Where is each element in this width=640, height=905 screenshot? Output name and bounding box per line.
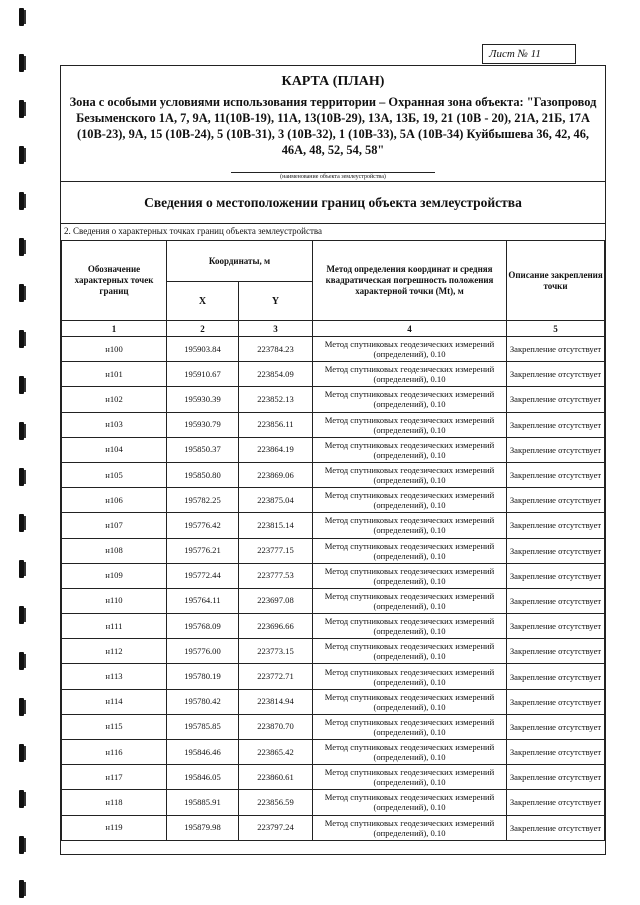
desc-cell: Закрепление отсутствует bbox=[507, 488, 605, 513]
method-cell: Метод спутниковых геодезических измерений (определений), 0.10 bbox=[313, 689, 507, 714]
binder-hole bbox=[19, 790, 24, 808]
col-number: 2 bbox=[167, 321, 239, 337]
binder-holes bbox=[0, 0, 40, 905]
coord-y: 223773.15 bbox=[239, 639, 313, 664]
table-row bbox=[62, 362, 605, 387]
table-row bbox=[62, 639, 605, 664]
coord-y: 223864.19 bbox=[239, 437, 313, 462]
coord-y: 223772.71 bbox=[239, 664, 313, 689]
desc-cell: Закрепление отсутствует bbox=[507, 815, 605, 840]
coord-x: 195846.46 bbox=[167, 740, 239, 765]
method-cell: Метод спутниковых геодезических измерений (определений), 0.10 bbox=[313, 462, 507, 487]
method-cell: Метод спутниковых геодезических измерений (определений), 0.10 bbox=[313, 513, 507, 538]
section-subtitle: 2. Сведения о характерных точках границ объекта землеустройства bbox=[64, 226, 323, 236]
method-cell: Метод спутниковых геодезических измерений (определений), 0.10 bbox=[313, 664, 507, 689]
method-cell: Метод спутниковых геодезических измерений (определений), 0.10 bbox=[313, 639, 507, 664]
binder-hole bbox=[19, 422, 24, 440]
desc-cell: Закрепление отсутствует bbox=[507, 337, 605, 362]
method-cell: Метод спутниковых геодезических измерений (определений), 0.10 bbox=[313, 790, 507, 815]
coord-x: 195776.00 bbox=[167, 639, 239, 664]
header-x: X bbox=[167, 282, 239, 321]
table-row bbox=[62, 689, 605, 714]
point-id: н107 bbox=[62, 513, 167, 538]
method-cell: Метод спутниковых геодезических измерений (определений), 0.10 bbox=[313, 563, 507, 588]
table-row bbox=[62, 513, 605, 538]
point-id: н113 bbox=[62, 664, 167, 689]
desc-cell: Закрепление отсутствует bbox=[507, 714, 605, 739]
method-cell: Метод спутниковых геодезических измерений (определений), 0.10 bbox=[313, 488, 507, 513]
point-id: н116 bbox=[62, 740, 167, 765]
coord-y: 223854.09 bbox=[239, 362, 313, 387]
table-row bbox=[62, 790, 605, 815]
table-row bbox=[62, 412, 605, 437]
binder-hole bbox=[19, 514, 24, 532]
header-block bbox=[61, 74, 605, 182]
section-title: Сведения о местоположении границ объекта землеустройства bbox=[61, 182, 605, 224]
coord-x: 195772.44 bbox=[167, 563, 239, 588]
table-row bbox=[62, 337, 605, 362]
desc-cell: Закрепление отсутствует bbox=[507, 538, 605, 563]
coord-x: 195910.67 bbox=[167, 362, 239, 387]
coord-y: 223865.42 bbox=[239, 740, 313, 765]
binder-hole bbox=[19, 146, 24, 164]
desc-cell: Закрепление отсутствует bbox=[507, 462, 605, 487]
table-row bbox=[62, 437, 605, 462]
binder-hole bbox=[19, 192, 24, 210]
header-y: Y bbox=[239, 282, 313, 321]
point-id: н103 bbox=[62, 412, 167, 437]
method-cell: Метод спутниковых геодезических измерений (определений), 0.10 bbox=[313, 337, 507, 362]
binder-hole bbox=[19, 606, 24, 624]
point-id: н119 bbox=[62, 815, 167, 840]
table-row bbox=[62, 740, 605, 765]
desc-cell: Закрепление отсутствует bbox=[507, 614, 605, 639]
coord-x: 195885.91 bbox=[167, 790, 239, 815]
coord-y: 223856.59 bbox=[239, 790, 313, 815]
binder-hole bbox=[19, 560, 24, 578]
binder-hole bbox=[19, 880, 24, 898]
table-row bbox=[62, 538, 605, 563]
method-cell: Метод спутниковых геодезических измерений (определений), 0.10 bbox=[313, 588, 507, 613]
binder-hole bbox=[19, 376, 24, 394]
coord-y: 223784.23 bbox=[239, 337, 313, 362]
point-id: н106 bbox=[62, 488, 167, 513]
coord-y: 223870.70 bbox=[239, 714, 313, 739]
col-number: 4 bbox=[313, 321, 507, 337]
coord-y: 223852.13 bbox=[239, 387, 313, 412]
method-cell: Метод спутниковых геодезических измерений (определений), 0.10 bbox=[313, 437, 507, 462]
document-frame bbox=[60, 65, 606, 855]
coord-x: 195850.80 bbox=[167, 462, 239, 487]
coord-x: 195776.42 bbox=[167, 513, 239, 538]
method-cell: Метод спутниковых геодезических измерений (определений), 0.10 bbox=[313, 362, 507, 387]
point-id: н108 bbox=[62, 538, 167, 563]
point-id: н111 bbox=[62, 614, 167, 639]
method-cell: Метод спутниковых геодезических измерений (определений), 0.10 bbox=[313, 387, 507, 412]
col-number: 1 bbox=[62, 321, 167, 337]
points-table-body bbox=[62, 337, 605, 841]
binder-hole bbox=[19, 468, 24, 486]
table-row bbox=[62, 588, 605, 613]
point-id: н110 bbox=[62, 588, 167, 613]
coord-x: 195846.05 bbox=[167, 765, 239, 790]
coord-y: 223875.04 bbox=[239, 488, 313, 513]
coord-x: 195782.25 bbox=[167, 488, 239, 513]
coord-y: 223815.14 bbox=[239, 513, 313, 538]
point-id: н102 bbox=[62, 387, 167, 412]
binder-hole bbox=[19, 238, 24, 256]
table-row bbox=[62, 714, 605, 739]
desc-cell: Закрепление отсутствует bbox=[507, 387, 605, 412]
table-row bbox=[62, 815, 605, 840]
point-id: н118 bbox=[62, 790, 167, 815]
point-id: н104 bbox=[62, 437, 167, 462]
desc-cell: Закрепление отсутствует bbox=[507, 437, 605, 462]
coord-y: 223856.11 bbox=[239, 412, 313, 437]
coord-x: 195780.42 bbox=[167, 689, 239, 714]
method-cell: Метод спутниковых геодезических измерений (определений), 0.10 bbox=[313, 740, 507, 765]
desc-cell: Закрепление отсутствует bbox=[507, 362, 605, 387]
coord-x: 195768.09 bbox=[167, 614, 239, 639]
point-id: н101 bbox=[62, 362, 167, 387]
desc-cell: Закрепление отсутствует bbox=[507, 563, 605, 588]
col-number: 5 bbox=[507, 321, 605, 337]
point-id: н114 bbox=[62, 689, 167, 714]
header-method: Метод определения координат и средняя квадратическая погрешность положения характерной точки (Mt), м bbox=[313, 241, 507, 321]
binder-hole bbox=[19, 698, 24, 716]
method-cell: Метод спутниковых геодезических измерений (определений), 0.10 bbox=[313, 714, 507, 739]
coord-x: 195903.84 bbox=[167, 337, 239, 362]
point-id: н109 bbox=[62, 563, 167, 588]
coord-y: 223869.06 bbox=[239, 462, 313, 487]
desc-cell: Закрепление отсутствует bbox=[507, 790, 605, 815]
method-cell: Метод спутниковых геодезических измерений (определений), 0.10 bbox=[313, 614, 507, 639]
col-number: 3 bbox=[239, 321, 313, 337]
desc-cell: Закрепление отсутствует bbox=[507, 513, 605, 538]
method-cell: Метод спутниковых геодезических измерений (определений), 0.10 bbox=[313, 815, 507, 840]
table-row bbox=[62, 664, 605, 689]
table-row bbox=[62, 462, 605, 487]
desc-cell: Закрепление отсутствует bbox=[507, 588, 605, 613]
coord-x: 195785.85 bbox=[167, 714, 239, 739]
table-row bbox=[62, 563, 605, 588]
coord-y: 223777.53 bbox=[239, 563, 313, 588]
desc-cell: Закрепление отсутствует bbox=[507, 639, 605, 664]
table-row bbox=[62, 387, 605, 412]
method-cell: Метод спутниковых геодезических измерений (определений), 0.10 bbox=[313, 412, 507, 437]
header-coords: Координаты, м bbox=[167, 241, 313, 282]
binder-hole bbox=[19, 284, 24, 302]
binder-hole bbox=[19, 836, 24, 854]
coord-y: 223777.15 bbox=[239, 538, 313, 563]
coord-y: 223797.24 bbox=[239, 815, 313, 840]
table-row bbox=[62, 488, 605, 513]
header-desc: Описание закрепления точки bbox=[507, 241, 605, 321]
coord-x: 195879.98 bbox=[167, 815, 239, 840]
zone-description: Зона с особыми условиями использования территории – Охранная зона объекта: "Газопровод Безыменского 1А, 7, 9А, 11(10В-19), 11А, 13(10В-29), 13А, 13Б, 19, 21 (10В - 20), 21А, 21Б, 17А (10В-23), 9А, 15 (10В-24), 5 (10В-31), 3 (10В-32), 1 (10В-33), 5А (10В-34) Куйбышева 36, 42, 46, 46А, 48, 52, 54, 58" bbox=[69, 95, 597, 157]
coord-x: 195764.11 bbox=[167, 588, 239, 613]
object-caption: (наименование объекта землеустройства) bbox=[231, 172, 435, 180]
desc-cell: Закрепление отсутствует bbox=[507, 412, 605, 437]
coord-x: 195930.79 bbox=[167, 412, 239, 437]
coord-y: 223814.94 bbox=[239, 689, 313, 714]
binder-hole bbox=[19, 652, 24, 670]
coord-x: 195780.19 bbox=[167, 664, 239, 689]
coord-y: 223860.61 bbox=[239, 765, 313, 790]
point-id: н100 bbox=[62, 337, 167, 362]
coord-x: 195930.39 bbox=[167, 387, 239, 412]
binder-hole bbox=[19, 8, 24, 26]
coord-y: 223697.08 bbox=[239, 588, 313, 613]
desc-cell: Закрепление отсутствует bbox=[507, 664, 605, 689]
desc-cell: Закрепление отсутствует bbox=[507, 689, 605, 714]
desc-cell: Закрепление отсутствует bbox=[507, 740, 605, 765]
point-id: н115 bbox=[62, 714, 167, 739]
desc-cell: Закрепление отсутствует bbox=[507, 765, 605, 790]
map-title: КАРТА (ПЛАН) bbox=[281, 74, 385, 89]
binder-hole bbox=[19, 744, 24, 762]
method-cell: Метод спутниковых геодезических измерений (определений), 0.10 bbox=[313, 538, 507, 563]
coord-x: 195850.37 bbox=[167, 437, 239, 462]
binder-hole bbox=[19, 54, 24, 72]
coord-x: 195776.21 bbox=[167, 538, 239, 563]
point-id: н117 bbox=[62, 765, 167, 790]
binder-hole bbox=[19, 100, 24, 118]
point-id: н112 bbox=[62, 639, 167, 664]
binder-hole bbox=[19, 330, 24, 348]
table-row bbox=[62, 614, 605, 639]
header-point: Обозначение характерных точек границ bbox=[62, 241, 167, 321]
sheet-number: Лист № 11 bbox=[482, 44, 576, 64]
method-cell: Метод спутниковых геодезических измерений (определений), 0.10 bbox=[313, 765, 507, 790]
point-id: н105 bbox=[62, 462, 167, 487]
coord-y: 223696.66 bbox=[239, 614, 313, 639]
points-table bbox=[61, 240, 605, 841]
table-row bbox=[62, 765, 605, 790]
